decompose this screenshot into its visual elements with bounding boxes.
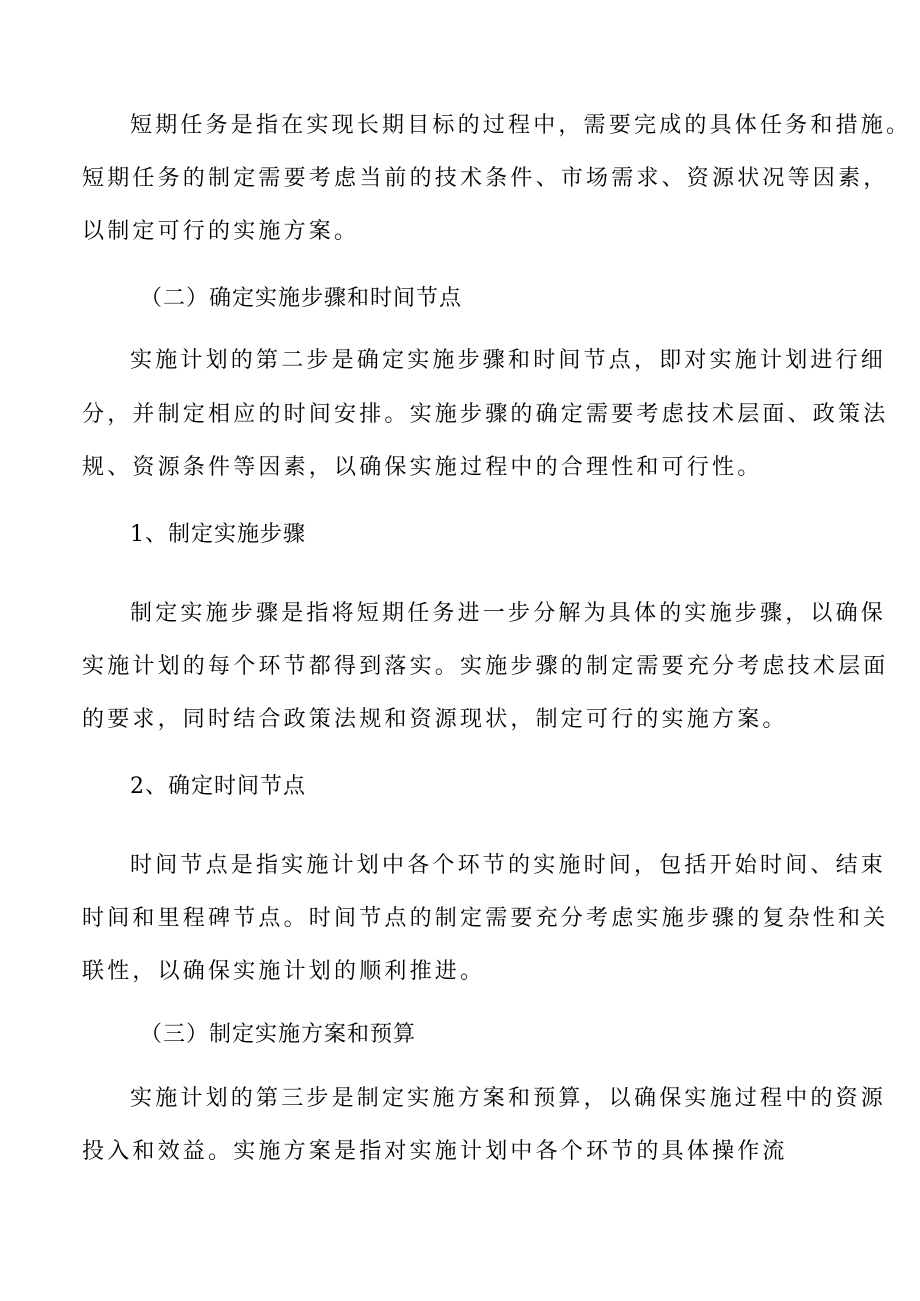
paragraph-3-line-2: 实施计划的每个环节都得到落实。实施步骤的制定需要充分考虑技术层面: [82, 654, 889, 679]
paragraph-5-line-2: 投入和效益。实施方案是指对实施计划中各个环节的具体操作流: [82, 1139, 788, 1164]
paragraph-2-line-2: 分，并制定相应的时间安排。实施步骤的确定需要考虑技术层面、政策法: [82, 402, 889, 427]
paragraph-1-line-2: 短期任务的制定需要考虑当前的技术条件、市场需求、资源状况等因素，: [82, 166, 889, 191]
paragraph-1-line-3: 以制定可行的实施方案。: [82, 219, 360, 244]
paragraph-3-line-3: 的要求，同时结合政策法规和资源现状，制定可行的实施方案。: [82, 707, 788, 732]
paragraph-4-line-3: 联性，以确保实施计划的顺利推进。: [82, 959, 486, 984]
subsection-heading-1: 1、制定实施步骤: [130, 522, 306, 547]
paragraph-4-line-2: 时间和里程碑节点。时间节点的制定需要充分考虑实施步骤的复杂性和关: [82, 906, 889, 931]
paragraph-5-line-1: 实施计划的第三步是制定实施方案和预算，以确保实施过程中的资源: [130, 1086, 887, 1111]
section-heading-2: （二）确定实施步骤和时间节点: [140, 286, 463, 311]
paragraph-4-line-1: 时间节点是指实施计划中各个环节的实施时间，包括开始时间、结束: [130, 853, 887, 878]
paragraph-3-line-1: 制定实施步骤是指将短期任务进一步分解为具体的实施步骤，以确保: [130, 601, 887, 626]
paragraph-1-line-1: 短期任务是指在实现长期目标的过程中，需要完成的具体任务和措施。: [130, 113, 912, 138]
paragraph-2-line-1: 实施计划的第二步是确定实施步骤和时间节点，即对实施计划进行细: [130, 348, 887, 373]
paragraph-2-line-3: 规、资源条件等因素，以确保实施过程中的合理性和可行性。: [82, 455, 763, 480]
subsection-heading-2: 2、确定时间节点: [130, 774, 306, 799]
section-heading-3: （三）制定实施方案和预算: [140, 1022, 417, 1047]
